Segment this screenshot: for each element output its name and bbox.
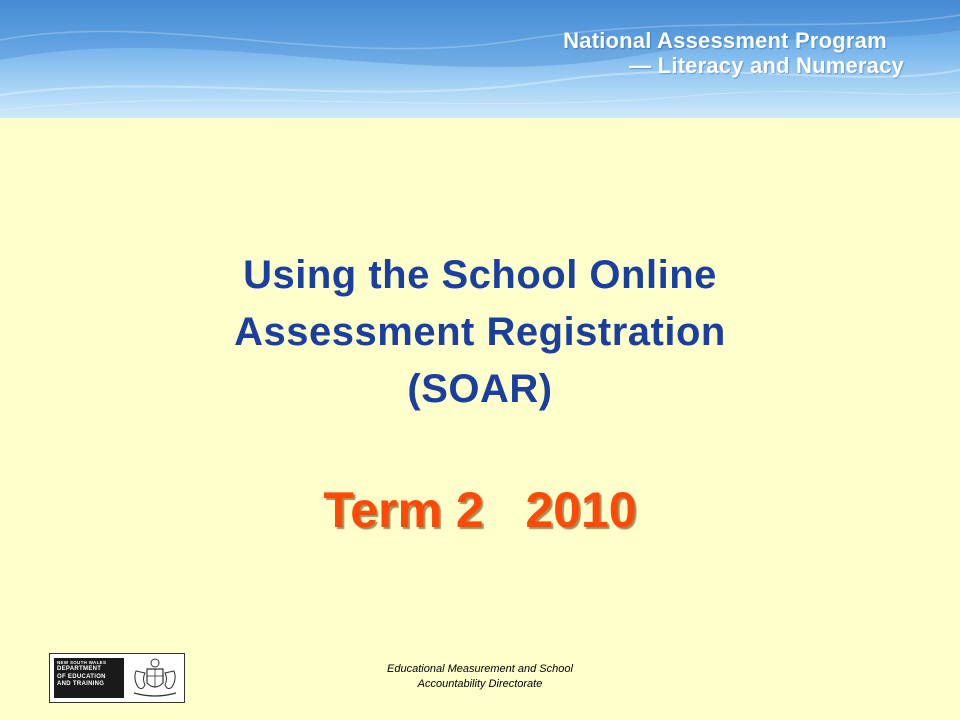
department-logo bbox=[49, 653, 185, 703]
term-subtitle: Term 2 2010 bbox=[323, 482, 637, 538]
department-logo-text bbox=[54, 658, 124, 698]
footer-directorate bbox=[330, 662, 630, 692]
footer-line2: Accountability Directorate bbox=[417, 678, 543, 690]
logo-line1: NEW SOUTH WALES bbox=[57, 660, 107, 665]
logo-line4: AND TRAINING bbox=[57, 681, 105, 687]
slide-title-line2: Assessment Registration bbox=[234, 310, 726, 354]
slide-title-line3: (SOAR) bbox=[407, 367, 553, 411]
program-title-line2: — Literacy and Numeracy bbox=[629, 53, 904, 78]
footer-line1: Educational Measurement and School bbox=[387, 663, 573, 675]
coat-of-arms-icon bbox=[130, 657, 180, 699]
logo-line3: OF EDUCATION bbox=[57, 673, 106, 680]
slide-title bbox=[80, 247, 880, 418]
program-title bbox=[563, 28, 904, 78]
program-title-line1: National Assessment Program bbox=[563, 28, 887, 53]
slide-title-line1: Using the School Online bbox=[243, 253, 717, 297]
logo-line2: DEPARTMENT bbox=[57, 666, 102, 672]
header-banner bbox=[0, 0, 960, 118]
